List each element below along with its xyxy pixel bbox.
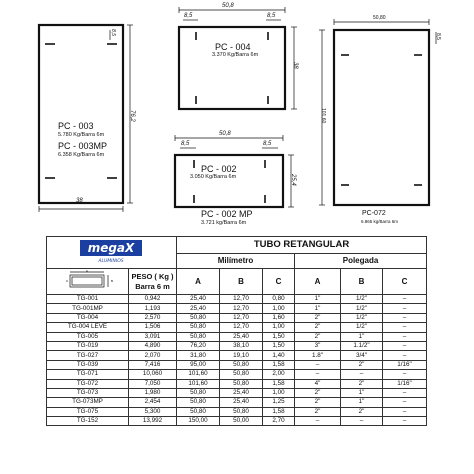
pc002-dim-height: 25,4 xyxy=(290,174,296,186)
pc003mp-weight: 6.358 Kg/Barra 6m xyxy=(58,152,105,158)
pc003-weight: 5.780 Kg/Barra 6m xyxy=(58,132,105,138)
cell-pol-b: – xyxy=(341,370,383,379)
cell-mm-b: 25,40 xyxy=(220,332,263,341)
cell-mm-a: 101,60 xyxy=(177,379,220,388)
pc004-dim-width: 50,8 xyxy=(222,3,234,9)
pc002-dim-width: 50,8 xyxy=(219,131,231,137)
cell-pol-c: – xyxy=(383,370,427,379)
table-title: TUBO RETANGULAR xyxy=(177,237,427,254)
cell-peso: 1,193 xyxy=(129,304,177,313)
tube-diagram-icon xyxy=(58,269,118,291)
cell-pol-b: 2" xyxy=(341,360,383,369)
cell-pol-b: 2" xyxy=(341,407,383,416)
pc003-outline xyxy=(39,25,133,212)
profile-icon-cell xyxy=(47,269,129,295)
pc072-dim-lip: 8,5 xyxy=(435,33,441,40)
cell-mm-c: 2,00 xyxy=(263,370,295,379)
table-row xyxy=(47,313,427,322)
cell-mm-b: 12,70 xyxy=(220,295,263,304)
cell-mm-c: 1,25 xyxy=(263,398,295,407)
cell-pol-a: 1" xyxy=(295,295,341,304)
cell-pol-c: – xyxy=(383,313,427,322)
cell-peso: 1,980 xyxy=(129,388,177,397)
cell-pol-a: 4" xyxy=(295,379,341,388)
cell-mm-a: 25,40 xyxy=(177,295,220,304)
mm-col-c: C xyxy=(263,269,295,295)
cell-pol-a: – xyxy=(295,370,341,379)
cell-mm-c: 1,00 xyxy=(263,323,295,332)
pc002-code: PC - 002 xyxy=(201,164,237,174)
cell-mm-c: 1,50 xyxy=(263,341,295,350)
pc072-outline xyxy=(319,19,436,205)
cell-code: TG-152 xyxy=(47,417,129,426)
cell-mm-a: 50,80 xyxy=(177,388,220,397)
cell-pol-b: – xyxy=(341,417,383,426)
cell-pol-b: 1/2" xyxy=(341,313,383,322)
cell-code: TG-072 xyxy=(47,379,129,388)
cell-code: TG-001MP xyxy=(47,304,129,313)
cell-peso: 7,416 xyxy=(129,360,177,369)
cell-peso: 4,890 xyxy=(129,341,177,350)
pc002-weight: 3.050 Kg/Barra 6m xyxy=(190,174,237,180)
cell-peso: 10,060 xyxy=(129,370,177,379)
cell-mm-b: 12,70 xyxy=(220,304,263,313)
cell-mm-c: 1,58 xyxy=(263,407,295,416)
cell-mm-a: 95,00 xyxy=(177,360,220,369)
pc002-dim-lip-right: 8,5 xyxy=(263,141,272,147)
pc002mp-code: PC - 002 MP xyxy=(201,209,253,219)
cell-mm-a: 76,20 xyxy=(177,341,220,350)
cell-pol-a: 2" xyxy=(295,332,341,341)
pc072-weight: 6.865 kg/Barra 6m xyxy=(361,219,399,224)
cell-code: TG-001 xyxy=(47,295,129,304)
cell-pol-c: – xyxy=(383,295,427,304)
cell-peso: 5,300 xyxy=(129,407,177,416)
pc004-outline xyxy=(179,7,297,109)
cell-code: TG-071 xyxy=(47,370,129,379)
icon-label-b: B xyxy=(110,279,113,283)
cell-pol-c: – xyxy=(383,407,427,416)
pol-col-b: B xyxy=(341,269,383,295)
cell-mm-a: 101,60 xyxy=(177,370,220,379)
table-row xyxy=(47,360,427,369)
table-row xyxy=(47,323,427,332)
table-row xyxy=(47,304,427,313)
pc004-weight: 3.370 Kg/Barra 6m xyxy=(212,52,259,58)
table-row xyxy=(47,398,427,407)
profile-drawings xyxy=(0,0,474,232)
cell-code: TG-039 xyxy=(47,360,129,369)
pc072-dim-height: 101,60 xyxy=(320,108,326,124)
pc072-code: PC-072 xyxy=(362,210,386,217)
logo-brand: megaX xyxy=(87,241,134,255)
table-row xyxy=(47,407,427,416)
cell-peso: 7,050 xyxy=(129,379,177,388)
cell-mm-b: 25,40 xyxy=(220,398,263,407)
cell-pol-c: – xyxy=(383,323,427,332)
cell-mm-b: 19,10 xyxy=(220,351,263,360)
logo-tagline: ALUMINIOS xyxy=(97,259,124,264)
cell-pol-a: 2" xyxy=(295,398,341,407)
cell-mm-b: 25,40 xyxy=(220,388,263,397)
cell-pol-b: 1/2" xyxy=(341,323,383,332)
spec-table xyxy=(46,236,427,426)
milimetro-header: Milímetro xyxy=(177,254,295,269)
cell-mm-c: 1,50 xyxy=(263,332,295,341)
cell-pol-b: 2" xyxy=(341,379,383,388)
cell-mm-b: 50,80 xyxy=(220,370,263,379)
cell-code: TG-019 xyxy=(47,341,129,350)
pc003-code: PC - 003 xyxy=(58,121,94,131)
cell-pol-c: – xyxy=(383,304,427,313)
pol-col-c: C xyxy=(383,269,427,295)
cell-pol-a: 2" xyxy=(295,388,341,397)
cell-pol-a: – xyxy=(295,360,341,369)
table-row xyxy=(47,379,427,388)
cell-mm-a: 150,00 xyxy=(177,417,220,426)
cell-code: TG-005 xyxy=(47,332,129,341)
cell-code: TG-027 xyxy=(47,351,129,360)
cell-pol-b: 1" xyxy=(341,332,383,341)
mm-col-b: B xyxy=(220,269,263,295)
polegada-header: Polegada xyxy=(295,254,427,269)
cell-pol-b: 1.1/2" xyxy=(341,341,383,350)
pc004-dim-lip-right: 8,5 xyxy=(267,13,276,19)
cell-mm-a: 50,80 xyxy=(177,323,220,332)
cell-pol-b: 1" xyxy=(341,398,383,407)
cell-mm-b: 50,00 xyxy=(220,417,263,426)
pc002mp-weight: 3.721 kg/Barra 6m xyxy=(201,220,247,226)
cell-code: TG-073MP xyxy=(47,398,129,407)
cell-mm-b: 50,80 xyxy=(220,360,263,369)
pc002-dim-lip-left: 8,5 xyxy=(181,141,190,147)
cell-code: TG-004 LEVE xyxy=(47,323,129,332)
cell-mm-a: 50,80 xyxy=(177,407,220,416)
cell-pol-c: – xyxy=(383,398,427,407)
cell-pol-a: 2" xyxy=(295,407,341,416)
table-body xyxy=(47,295,427,426)
cell-peso: 1,506 xyxy=(129,323,177,332)
cell-mm-a: 50,80 xyxy=(177,332,220,341)
pc003-dim-height: 76,2 xyxy=(129,110,135,122)
cell-mm-c: 0,80 xyxy=(263,295,295,304)
cell-code: TG-004 xyxy=(47,313,129,322)
cell-pol-c: 1/16" xyxy=(383,379,427,388)
cell-peso: 13,992 xyxy=(129,417,177,426)
pc003mp-code: PC - 003MP xyxy=(58,141,108,151)
icon-label-a: A xyxy=(85,269,88,273)
barra-label: Barra 6 m xyxy=(135,281,170,291)
cell-pol-a: 2" xyxy=(295,323,341,332)
cell-mm-b: 38,10 xyxy=(220,341,263,350)
cell-pol-a: 2" xyxy=(295,313,341,322)
cell-mm-c: 1,00 xyxy=(263,304,295,313)
cell-code: TG-073 xyxy=(47,388,129,397)
cell-peso: 2,570 xyxy=(129,313,177,322)
cell-mm-a: 25,40 xyxy=(177,304,220,313)
cell-mm-c: 1,58 xyxy=(263,360,295,369)
cell-pol-b: 1" xyxy=(341,388,383,397)
pc072-dim-width: 50,80 xyxy=(373,15,386,21)
cell-mm-a: 50,80 xyxy=(177,313,220,322)
cell-pol-a: 1" xyxy=(295,304,341,313)
cell-pol-c: 1/16" xyxy=(383,360,427,369)
table-row xyxy=(47,388,427,397)
pc004-dim-lip-left: 8,5 xyxy=(184,13,193,19)
mm-col-a: A xyxy=(177,269,220,295)
cell-pol-c: – xyxy=(383,332,427,341)
table-row xyxy=(47,295,427,304)
cell-peso: 3,091 xyxy=(129,332,177,341)
cell-pol-b: 3/4" xyxy=(341,351,383,360)
table-row xyxy=(47,417,427,426)
cell-pol-a: 1.8" xyxy=(295,351,341,360)
drawings-svg xyxy=(0,0,474,232)
cell-code: TG-075 xyxy=(47,407,129,416)
cell-mm-b: 12,70 xyxy=(220,323,263,332)
logo-cell xyxy=(47,237,177,269)
cell-pol-c: – xyxy=(383,388,427,397)
icon-label-c: C xyxy=(65,279,68,283)
cell-peso: 0,942 xyxy=(129,295,177,304)
peso-header xyxy=(129,269,177,295)
cell-pol-a: – xyxy=(295,417,341,426)
cell-peso: 2,070 xyxy=(129,351,177,360)
cell-mm-b: 50,80 xyxy=(220,379,263,388)
cell-pol-c: – xyxy=(383,417,427,426)
cell-mm-c: 2,70 xyxy=(263,417,295,426)
table-row xyxy=(47,341,427,350)
cell-mm-b: 12,70 xyxy=(220,313,263,322)
table-row xyxy=(47,351,427,360)
megax-logo xyxy=(77,238,147,264)
cell-pol-c: – xyxy=(383,351,427,360)
pc003-dim-width: 38 xyxy=(76,198,83,204)
cell-mm-a: 50,80 xyxy=(177,398,220,407)
cell-pol-a: 3" xyxy=(295,341,341,350)
pc003-dim-lip: 8,5 xyxy=(110,29,116,36)
cell-peso: 2,454 xyxy=(129,398,177,407)
pc004-dim-height: 38 xyxy=(292,62,298,69)
cell-mm-c: 1,40 xyxy=(263,351,295,360)
peso-label: PESO ( Kg ) xyxy=(131,271,174,281)
pc004-code: PC - 004 xyxy=(215,42,251,52)
cell-pol-c: – xyxy=(383,341,427,350)
cell-mm-c: 1,00 xyxy=(263,388,295,397)
cell-mm-a: 31,80 xyxy=(177,351,220,360)
cell-pol-b: 1/2" xyxy=(341,295,383,304)
table-row xyxy=(47,332,427,341)
pol-col-a: A xyxy=(295,269,341,295)
table-row xyxy=(47,370,427,379)
cell-mm-c: 1,58 xyxy=(263,379,295,388)
cell-mm-c: 1,60 xyxy=(263,313,295,322)
cell-mm-b: 50,80 xyxy=(220,407,263,416)
cell-pol-b: 1/2" xyxy=(341,304,383,313)
